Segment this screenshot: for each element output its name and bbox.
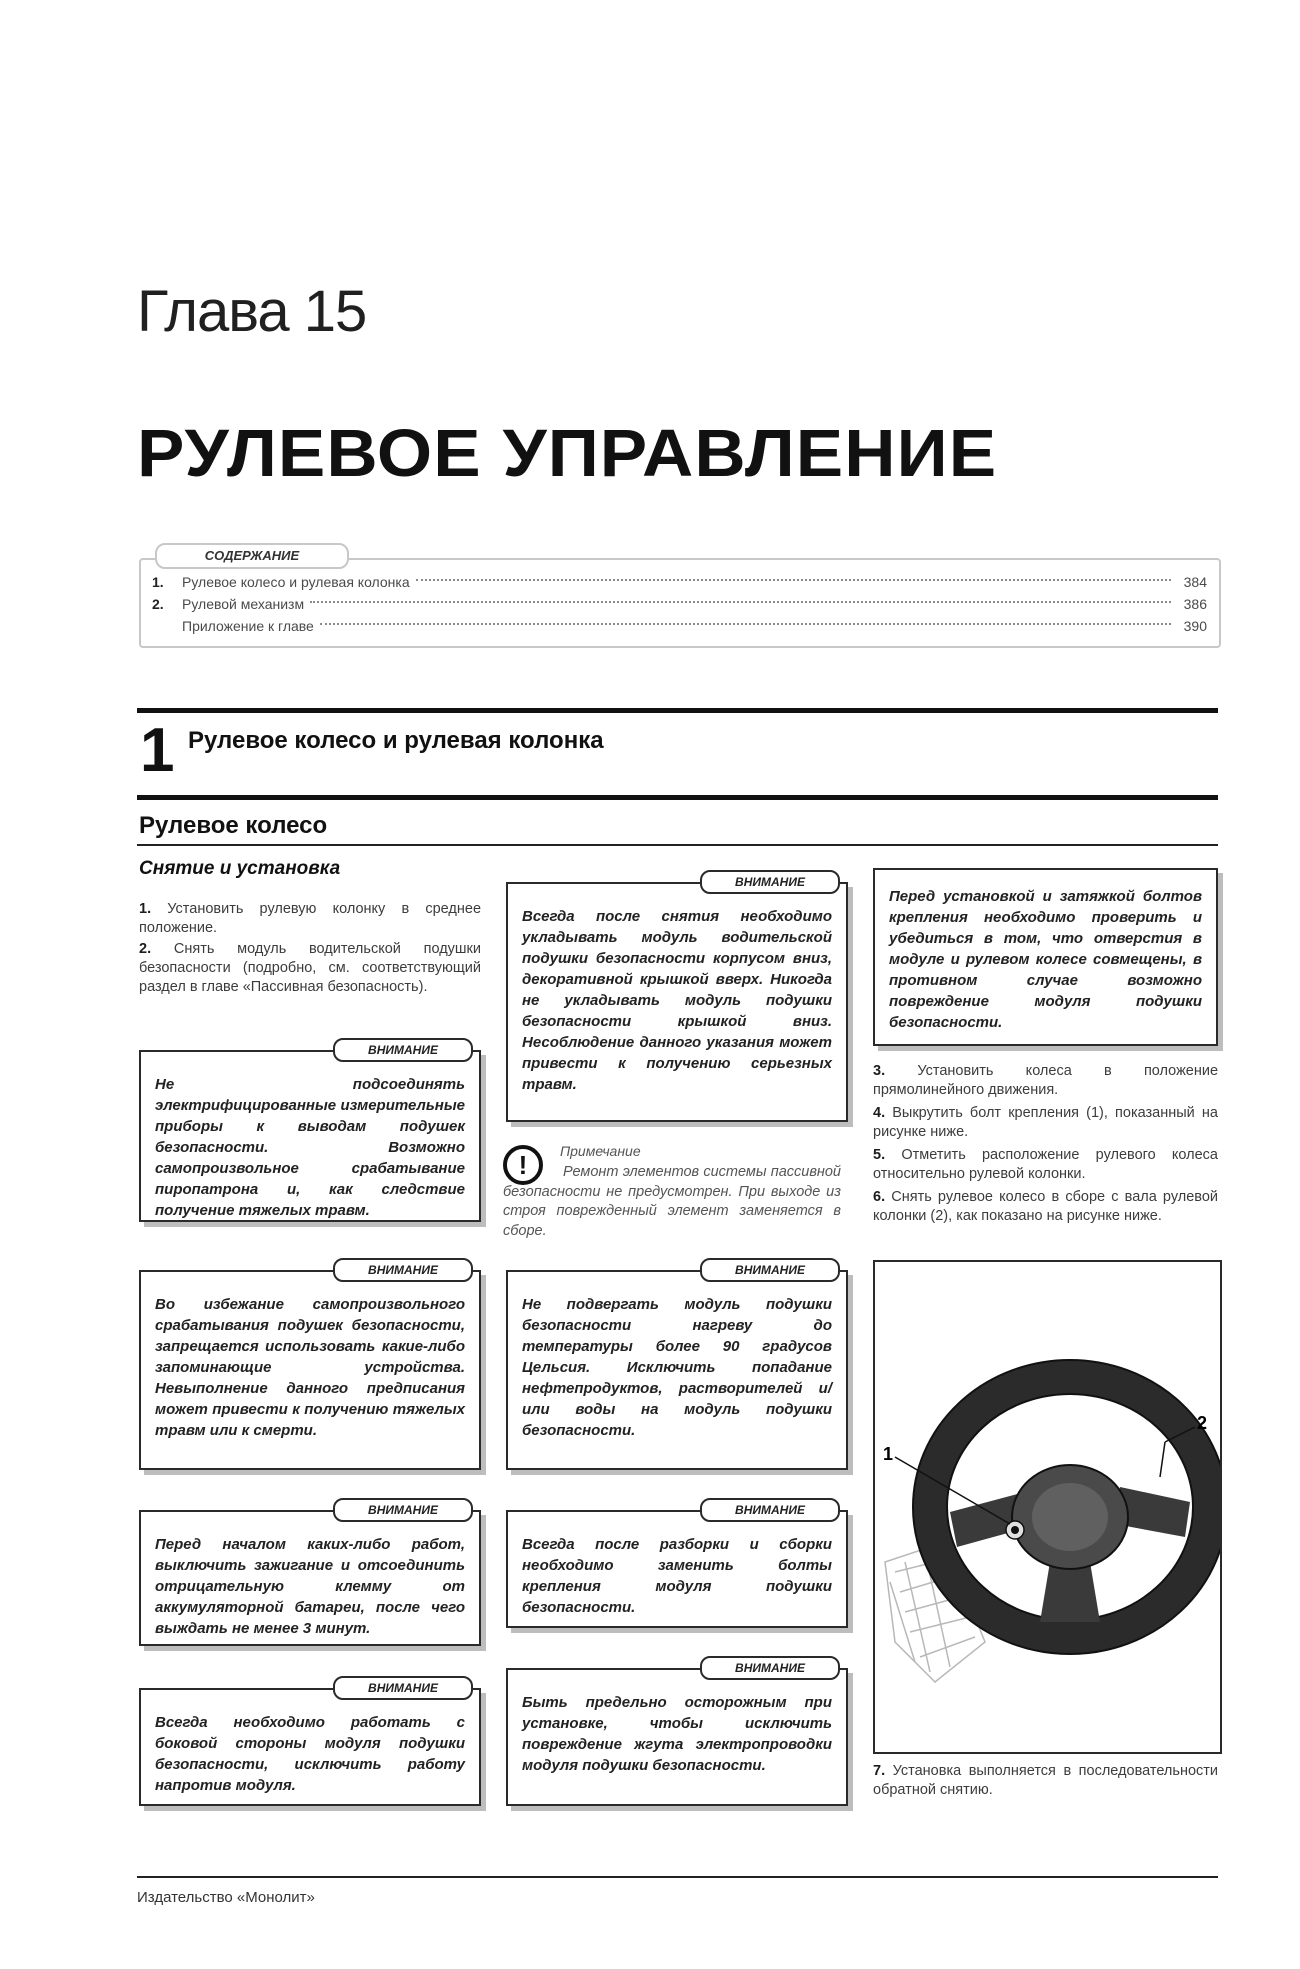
- warning-label: ВНИМАНИЕ: [700, 1498, 840, 1522]
- warning-text: Всегда необходимо работать с боковой стороны модуля подушки безопасности, исключить работу напротив модуля.: [155, 1714, 465, 1794]
- exclamation-icon: !: [503, 1145, 543, 1185]
- figure-label-1: 1: [883, 1444, 894, 1464]
- toc-entry[interactable]: [152, 616, 1207, 636]
- warning-text: Перед началом каких-либо работ, выключить зажигание и отсоединить отрицательную клемму от аккумуляторной батареи, после чего выждать не менее 3 минут.: [155, 1536, 465, 1637]
- warning-text: Во избежание самопроизвольного срабатывания подушек безопасности, запрещается использовать какие-либо запоминающие устройства. Невыполнение данного предписания может привести к получению тяжелых травм или к смерти.: [155, 1296, 465, 1439]
- publisher-footer: Издательство «Монолит»: [137, 1889, 315, 1906]
- toc-entry[interactable]: [152, 594, 1207, 614]
- step-4: [873, 1104, 1218, 1142]
- step-text: Установить колеса в положение прямолинейного движения.: [873, 1063, 1219, 1098]
- warning-label: ВНИМАНИЕ: [700, 1656, 840, 1680]
- steering-wheel-figure: [873, 1260, 1222, 1754]
- section-title: Рулевое колесо и рулевая колонка: [188, 727, 604, 754]
- subsection-title: Рулевое колесо: [139, 812, 328, 839]
- warning-box: [506, 1668, 848, 1806]
- step-text: Установка выполняется в последовательности обратной снятию.: [873, 1763, 1219, 1798]
- step-5: [873, 1146, 1218, 1184]
- warning-box: [506, 1270, 848, 1470]
- toc-entry-number: 1.: [152, 574, 164, 590]
- step-7: [873, 1762, 1218, 1800]
- step-text: Отметить расположение рулевого колеса относительно рулевой колонки.: [873, 1147, 1218, 1182]
- step-text: Установить рулевую колонку в среднее положение.: [139, 901, 482, 936]
- warning-box: [139, 1688, 481, 1806]
- figure-label-2: 2: [1197, 1413, 1208, 1433]
- page-title: РУЛЕВОЕ УПРАВЛЕНИЕ: [137, 416, 998, 491]
- toc-entry-label: Рулевой механизм: [182, 596, 305, 612]
- step-2: [139, 940, 481, 997]
- toc-leader-dots: [416, 579, 1171, 581]
- subsection-rule: [137, 844, 1218, 846]
- toc-entry-page: 386: [1183, 596, 1207, 612]
- section-top-rule: [137, 708, 1218, 713]
- warning-text: Быть предельно осторожным при установке, чтобы исключить повреждение жгута электропроводки модуля подушки безопасности.: [522, 1694, 832, 1774]
- warning-text: Не подвергать модуль подушки безопасности нагреву до температуры более 90 градусов Цельсия. Исключить попадание нефтепродуктов, растворителей и/или воды на модуль подушки безопасности.: [522, 1296, 832, 1439]
- step-1: [139, 900, 481, 938]
- warning-box: [506, 1510, 848, 1628]
- warning-text: Перед установкой и затяжкой болтов крепления необходимо проверить и убедиться в том, что отверстия в модуле и рулевом колесе совмещены, в противном случае возможно повреждение модуля подушки безопасности.: [889, 888, 1202, 1031]
- section-bottom-rule: [137, 795, 1218, 800]
- warning-text: Не подсоединять электрифицированные измерительные приборы к выводам подушек безопасности. Возможно самопроизвольное срабатывание пиропатрона и, как следствие получение тяжелых травм.: [155, 1076, 465, 1219]
- chapter-label: Глава 15: [137, 279, 367, 344]
- step-3: [873, 1062, 1218, 1100]
- warning-label: ВНИМАНИЕ: [333, 1676, 473, 1700]
- step-number: 4.: [873, 1105, 886, 1121]
- step-text: Снять рулевое колесо в сборе с вала рулевой колонки (2), как показано на рисунке ниже.: [873, 1189, 1218, 1224]
- step-number: 3.: [873, 1063, 886, 1079]
- warning-box: [873, 868, 1218, 1046]
- step-text: Выкрутить болт крепления (1), показанный на рисунке ниже.: [873, 1105, 1219, 1140]
- footer-rule: [137, 1876, 1218, 1878]
- toc-entry-label: Приложение к главе: [182, 618, 314, 634]
- step-number: 6.: [873, 1189, 886, 1205]
- warning-label: ВНИМАНИЕ: [700, 1258, 840, 1282]
- toc-entry-label: Рулевое колесо и рулевая колонка: [182, 574, 410, 590]
- warning-text: Всегда после снятия необходимо укладывать модуль водительской подушки безопасности корпусом вниз, декоративной крышкой вверх. Никогда не укладывать модуль подушки безопасности крышкой вниз. Несоблюдение данного указания может привести к получению серьезных травм.: [522, 908, 832, 1093]
- step-6: [873, 1188, 1218, 1226]
- step-number: 2.: [139, 941, 152, 957]
- toc-entry-page: 384: [1183, 574, 1207, 590]
- warning-box: [139, 1050, 481, 1222]
- note-text: Ремонт элементов системы пассивной безопасности не предусмотрен. При выходе из строя поврежденный элемент заменяется в сборе.: [503, 1164, 841, 1239]
- warning-label: ВНИМАНИЕ: [700, 870, 840, 894]
- contents-heading: СОДЕРЖАНИЕ: [155, 543, 349, 569]
- warning-box: [506, 882, 848, 1122]
- section-number: 1: [140, 716, 175, 785]
- step-number: 5.: [873, 1147, 886, 1163]
- step-text: Снять модуль водительской подушки безопасности (подробно, см. соответствующий раздел в главе «Пассивная безопасность).: [139, 941, 481, 995]
- warning-label: ВНИМАНИЕ: [333, 1498, 473, 1522]
- warning-box: [139, 1270, 481, 1470]
- warning-box: [139, 1510, 481, 1646]
- step-number: 7.: [873, 1763, 886, 1779]
- steering-wheel-illustration: [875, 1262, 1220, 1752]
- warning-text: Всегда после разборки и сборки необходимо заменить болты крепления модуля подушки безопасности.: [522, 1536, 832, 1616]
- toc-entry-number: 2.: [152, 596, 164, 612]
- toc-leader-dots: [310, 601, 1171, 603]
- note-heading: Примечание: [560, 1143, 641, 1159]
- toc-entry[interactable]: [152, 572, 1207, 592]
- toc-leader-dots: [320, 623, 1171, 625]
- step-number: 1.: [139, 901, 152, 917]
- warning-label: ВНИМАНИЕ: [333, 1038, 473, 1062]
- procedure-title: Снятие и установка: [139, 858, 341, 879]
- toc-entry-page: 390: [1183, 618, 1207, 634]
- warning-label: ВНИМАНИЕ: [333, 1258, 473, 1282]
